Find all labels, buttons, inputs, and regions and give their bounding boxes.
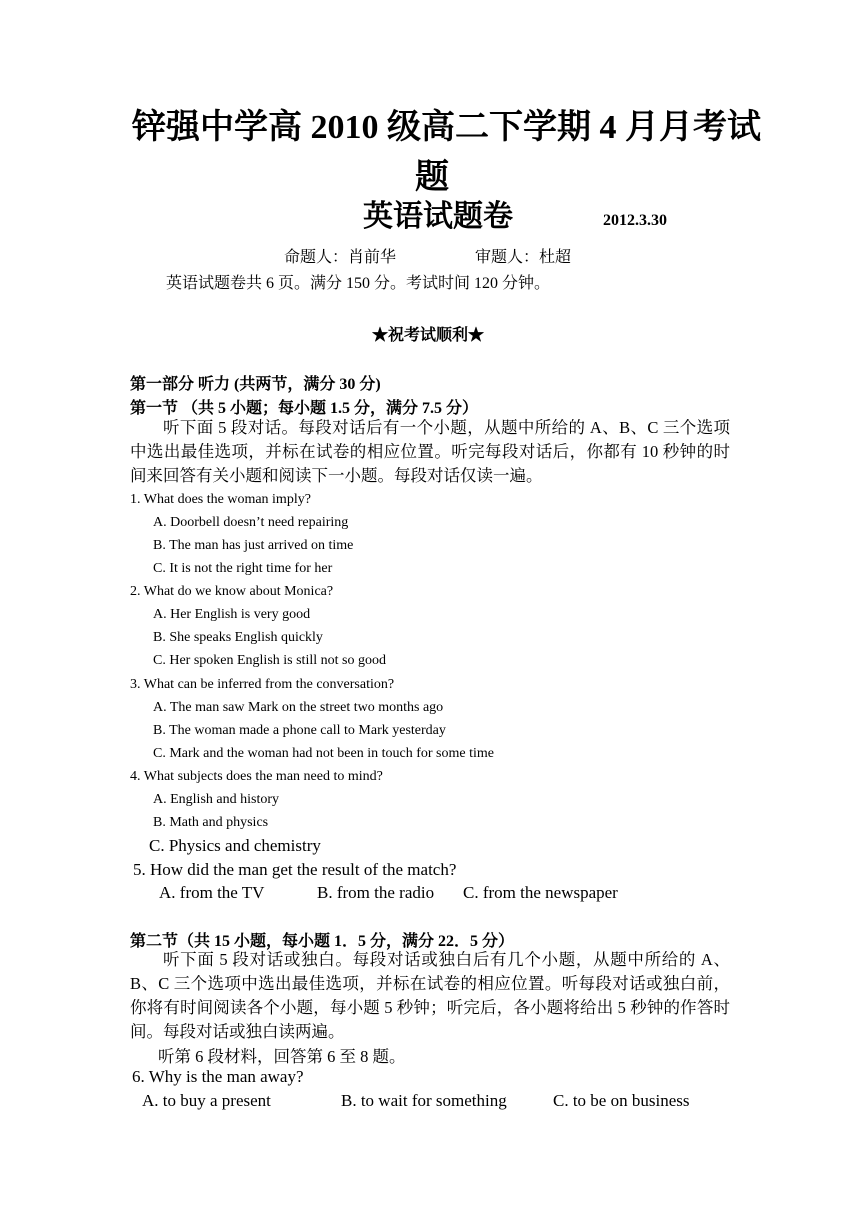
question-2: 2. What do we know about Monica? [130, 584, 334, 599]
q6-option-a: A. to buy a present [142, 1091, 271, 1110]
q4-option-c: C. Physics and chemistry [149, 836, 321, 855]
q2-option-c: C. Her spoken English is still not so good [153, 653, 386, 668]
q4-option-b: B. Math and physics [153, 815, 269, 830]
question-3: 3. What can be inferred from the conversation? [130, 677, 395, 692]
q3-option-c: C. Mark and the woman had not been in touch for some time [153, 746, 494, 761]
question-1: 1. What does the woman imply? [130, 492, 311, 507]
section1-instructions: 听下面 5 段对话。每段对话后有一个小题，从题中所给的 A、B、C 三个选项中选出最佳选项，并标在试卷的相应位置。听完每段对话后，你都有 10 秒钟的时间来回答有关小题和阅读下一小题。每段对话仅读一遍。 [130, 418, 730, 485]
q5-option-b: B. from the radio [317, 883, 435, 902]
question-5: 5. How did the man get the result of the match? [133, 860, 457, 879]
q5-option-c: C. from the newspaper [463, 883, 618, 902]
exam-date: 2012.3.30 [603, 212, 667, 229]
good-luck-line: ★祝考试顺利★ [372, 327, 485, 344]
q1-option-b: B. The man has just arrived on time [153, 538, 354, 553]
exam-info: 英语试题卷共 6 页。满分 150 分。考试时间 120 分钟。 [166, 275, 551, 292]
exam-title-line1: 锌强中学高 2010 级高二下学期 4 月月考试 [132, 109, 761, 146]
question-6: 6. Why is the man away? [132, 1067, 304, 1086]
part1-heading: 第一部分 听力 (共两节，满分 30 分) [130, 376, 381, 393]
reviewer-line: 审题人：杜超 [475, 249, 572, 266]
exam-subtitle: 英语试题卷 [363, 200, 513, 233]
q6-option-c: C. to be on business [553, 1091, 690, 1110]
section2-heading: 第二节（共 15 小题，每小题 1．5 分，满分 22．5 分） [130, 933, 515, 950]
q2-option-b: B. She speaks English quickly [153, 630, 323, 645]
q6-option-b: B. to wait for something [341, 1091, 507, 1110]
q5-option-a: A. from the TV [159, 883, 265, 902]
q4-option-a: A. English and history [153, 792, 279, 807]
q2-option-a: A. Her English is very good [153, 607, 311, 622]
q3-option-a: A. The man saw Mark on the street two months ago [153, 700, 444, 715]
material-note: 听第 6 段材料，回答第 6 至 8 题。 [158, 1047, 406, 1066]
q1-option-a: A. Doorbell doesn’t need repairing [153, 515, 349, 530]
question-4: 4. What subjects does the man need to mind? [130, 769, 383, 784]
q3-option-b: B. The woman made a phone call to Mark yesterday [153, 723, 446, 738]
q1-option-c: C. It is not the right time for her [153, 561, 333, 576]
section2-instructions: 听下面 5 段对话或独白。每段对话或独白后有几个小题，从题中所给的 A、B、C 三个选项中选出最佳选项，并标在试卷的相应位置。听每段对话或独白前，你将有时间阅读各个小题，每小题 5 秒钟；听完后，各小题将给出 5 秒钟的作答时间。每段对话或独白读两遍。 [130, 950, 730, 1041]
section1-heading: 第一节 （共 5 小题；每小题 1.5 分，满分 7.5 分） [130, 400, 479, 417]
exam-title-line2: 题 [415, 159, 449, 196]
author-line: 命题人：肖前华 [284, 249, 397, 266]
